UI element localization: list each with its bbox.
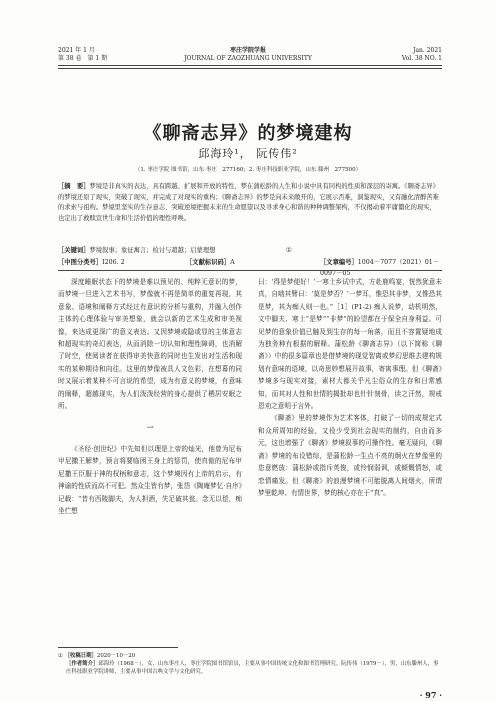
received-date: 2020－10－20 bbox=[96, 653, 136, 659]
abstract-text: 梦境是非真实的表达，具有跨越、扩展和开放的特性，梦在蒲松龄的人生和小说中具有同构的性质和深层的寄寓。《聊斋志异》的梦境还原了现实，突破了现实，并完成了对现实的重构；《聊斋志异》的梦是向未来敞开的，它展示否难，洞鉴现实，又有融化清醉苦难的求索与祖构。梦境里坚实的生存意志、突破逆境把握未来的生命愿望以及寻求身心和谐的种种调整架构，不仅揭动着平庸僵化的现实，也定出了救赎宣世生命和生活价值的理性呼唤。 bbox=[58, 183, 439, 222]
body-paragraph: 《圣经·创世纪》中先知但以理是上帝的灿光，他曾为尼布甲尼撒王解梦，预言将要临困王身上的惩罚，使真傲的尼布甲尼撒王臣服于神的权柄和意志，这个梦境因有上帝的启示，有神谕的性质而高不可犯。然众生皆有梦，张岱《陶庵梦忆·自序》记载：“昔有西陵脚夫，为人担酒，失足破其瓮。念无以偿，痴坐伫想 bbox=[58, 444, 242, 515]
issue-date: 2021 年 1 月 bbox=[58, 47, 95, 54]
article-id-label: ［文章编号］ bbox=[320, 259, 358, 266]
classification-line bbox=[58, 257, 442, 277]
issue-date-english: Jan. 2021 bbox=[413, 47, 442, 54]
clc-label: ［中图分类号］ bbox=[58, 259, 103, 266]
body-paragraph: 深度睡眠状态下的梦境是难以预见的、纯粹无意识的梦，而梦境一旦进入艺术书写，梦像就不再是简单的重复再现，其意象、语境和阐释方式经过有意识的分析与重构，并融入创作主体的心理体验与审美想象，就会以新的艺术生成和审美视像，来达成更深广的意义表达。又因梦境或隐或显的主体意志和超现实的奇幻表达，从而消除一切认知和理性障碍，也消解了时空，使阅读者在获得审美快意的同时也生发出对生活和现实的某种期待和向往。这里的梦像被具人文色彩，在想幕的同时又展示着某种不可言说的希望，成为有意义的梦境，有意味的阐释，超越现实，为人们泼泼经营的身心提供了栖居安眠之所。 bbox=[58, 278, 242, 411]
doc-code-label: ［文献标识码］ bbox=[186, 259, 231, 266]
section-number: 一 bbox=[146, 424, 154, 433]
article-id: 1004－7077（2021）01－0097－05 bbox=[320, 259, 440, 277]
keywords-label: ［关键词］ bbox=[58, 247, 90, 254]
right-column bbox=[258, 276, 442, 499]
keywords-text: 梦境叙事；象征寓言；检讨与超越；启蒙理想 bbox=[89, 247, 216, 254]
author-affiliation: （1. 枣庄学院 图书馆，山东 枣庄 277160；2. 枣庄科技职业学院，山东 滕州 277500） bbox=[134, 167, 362, 173]
page-number: · 97 · bbox=[419, 690, 442, 700]
footnote-mark: ① bbox=[58, 653, 63, 659]
journal-name-english: JOURNAL OF ZAOZHUANG UNIVERSITY bbox=[184, 55, 312, 62]
header-rule-thin bbox=[58, 68, 442, 69]
volume-issue: 第 38 卷 第 1 期 bbox=[58, 55, 108, 62]
clc-code: I206. 2 bbox=[102, 259, 125, 266]
doc-code: A bbox=[230, 259, 235, 266]
abstract bbox=[58, 182, 442, 224]
body-paragraph: 《聊斋》里的梦境作为艺术客体，打破了一切的成规定式和众所周知的经验，又役少受到社会现实的制约，自由而多元，这也增强了《聊斋》梦境叙事的可操作性。毫无疑问，《聊斋》梦境的布设错综，是蒲松龄一生点不亮的炯火在梦像里的恣意燃放：蒲松龄或指斥英俊，或怜悯弱讽，或倾慨情怒，或恋情痛发。但《聊斋》的浪漫梦境不可能脱离人间烟火，所谓梦里乾坤、有情世界，梦的核心亦在于“真”。 bbox=[258, 414, 442, 497]
abstract-rule bbox=[58, 270, 442, 271]
footnote-rule bbox=[58, 647, 178, 648]
received-label: ［收稿日期］ bbox=[64, 653, 97, 659]
article-title: 《聊斋志异》的梦境建构 bbox=[143, 123, 353, 144]
header-rule-thick bbox=[58, 65, 442, 66]
article-authors: 邱海玲¹， 阮传伟² bbox=[198, 147, 298, 160]
author-bio-label: ［作者简介］ bbox=[66, 661, 99, 667]
keywords-note: ① bbox=[286, 247, 292, 254]
volume-issue-english: Vol. 38 NO. 1 bbox=[401, 55, 442, 62]
left-column bbox=[58, 276, 242, 517]
body-paragraph-continued: 曰：‘得是梦便好！’一寒士乡试中式，方赴鹿鸣宴，恍然犹意未真，自啮其臂曰：‘莫是梦否？’一梦耳，惟恐其非梦，又惟恐其是梦，其为痴人则一也。”［1］(P1-2) 痴人说梦，动机明然，文中脚夫、寒士“是梦”“非梦”的盼望都在于保全自身利益。可见梦的意象价值已触及到生存的每一角落，而且不容置疑地成为独务种有根据的解释。蒲松龄《聊斋志异》（以下简称《聊斋》）中的很多篇章也是借梦境的现觉智离或梦幻思维去建构规划有意味的语境，以奇思妙想展开故事，寄寓事理。但《聊斋》梦境多与现实对接，素材大都关乎凡尘俗众的生存和日常感知，而其对人性和世情的揭批却也针针刻骨，读之汗然，规戒恩劝之意明于言外。 bbox=[258, 278, 442, 411]
footnote bbox=[58, 652, 442, 676]
abstract-label: ［摘 要］ bbox=[58, 183, 90, 190]
running-header-right bbox=[402, 47, 442, 63]
author-bio: 邱海玲（1968－），女，山东枣庄人，枣庄学院图书馆馆员，主要从事中国传统文化和图书管理研究。阮传伟（1979－），男，山东滕州人，枣庄科技职业学院讲师，主要从事中国古典文学与文化研究。 bbox=[66, 661, 439, 675]
journal-name: 枣庄学院学报 bbox=[229, 47, 266, 54]
keywords bbox=[58, 245, 442, 256]
